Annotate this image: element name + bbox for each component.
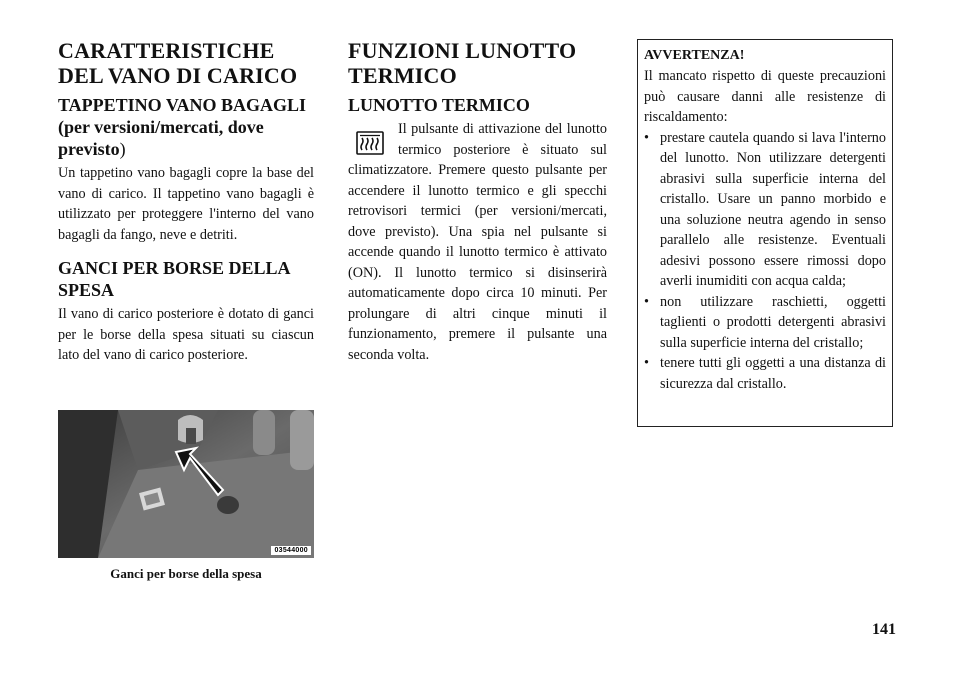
shopping-hooks-heading: GANCI PER BORSE DELLA SPESA xyxy=(58,258,290,300)
warning-list xyxy=(644,128,886,395)
warning-box xyxy=(637,39,893,427)
cargo-features-heading: CARATTERISTICHE DEL VANO DI CARICO xyxy=(58,38,298,88)
warning-item: • prestare cautela quando si lava l'interno del lunotto. Non utilizzare detergenti abrasivi sulla superficie interna del cristallo. Usare un panno morbido e una soluzione neutra agendo in senso parallelo alle resistenze. Eventuali adesivi possono essere rimossi dopo averli inumiditi con acqua calda; xyxy=(644,129,886,289)
cargo-mat-heading xyxy=(58,94,314,160)
rear-defrost-text: Il pulsante di attivazione del lunotto termico posteriore è situato sul climatizzatore. Premere questo pulsante per accendere il lunotto termico e gli specchi retrovisori termici (per versioni/mercati, dove previsto). Una spia nel pulsante si accende quando il lunotto termico è attivato (ON). Il lunotto termico si disinserirà automaticamente dopo circa 10 minuti. Per prolungare di altri cinque minuti il funzionamento, premere il pulsante una seconda volta. xyxy=(348,121,607,363)
cargo-mat-heading-tail: ) xyxy=(119,139,126,159)
photo-caption: Ganci per borse della spesa xyxy=(110,566,262,581)
page-number: 141 xyxy=(872,621,896,638)
rear-defrost-functions-heading: FUNZIONI LUNOTTO TERMICO xyxy=(348,38,577,88)
warning-intro: Il mancato rispetto di queste precauzioni può causare danni alle resistenze di riscaldamento: xyxy=(644,68,886,125)
cargo-mat-text: Un tappetino vano bagagli copre la base del vano di carico. Il tappetino vano bagagli è utilizzato per proteggere l'interno del vano bagagli da fango, neve e detriti. xyxy=(58,165,314,243)
cargo-mat-heading-bold: TAPPETINO VANO BAGAGLI (per versioni/mercati, dove previsto xyxy=(58,95,307,159)
warning-item: • non utilizzare raschietti, oggetti taglienti o prodotti detergenti abrasivi sulla superficie interna del cristallo; xyxy=(644,293,886,351)
photo-code-label: 03544000 xyxy=(271,546,311,555)
shopping-hooks-text: Il vano di carico posteriore è dotato di ganci per le borse della spesa situati su ciascun lato del vano di carico posteriore. xyxy=(58,306,314,363)
warning-item: • tenere tutti gli oggetti a una distanza di sicurezza dal cristallo. xyxy=(644,355,886,392)
bullet-icon: • xyxy=(644,355,649,371)
rear-defrost-icon xyxy=(356,131,384,155)
middle-column xyxy=(348,30,607,365)
cargo-hooks-photo xyxy=(58,410,314,558)
warning-title: AVVERTENZA! xyxy=(644,48,745,63)
left-column xyxy=(58,30,314,366)
rear-defrost-subheading: LUNOTTO TERMICO xyxy=(348,95,530,115)
bullet-icon: • xyxy=(644,293,649,310)
cargo-hooks-illustration xyxy=(58,410,314,558)
bullet-icon: • xyxy=(644,129,649,146)
